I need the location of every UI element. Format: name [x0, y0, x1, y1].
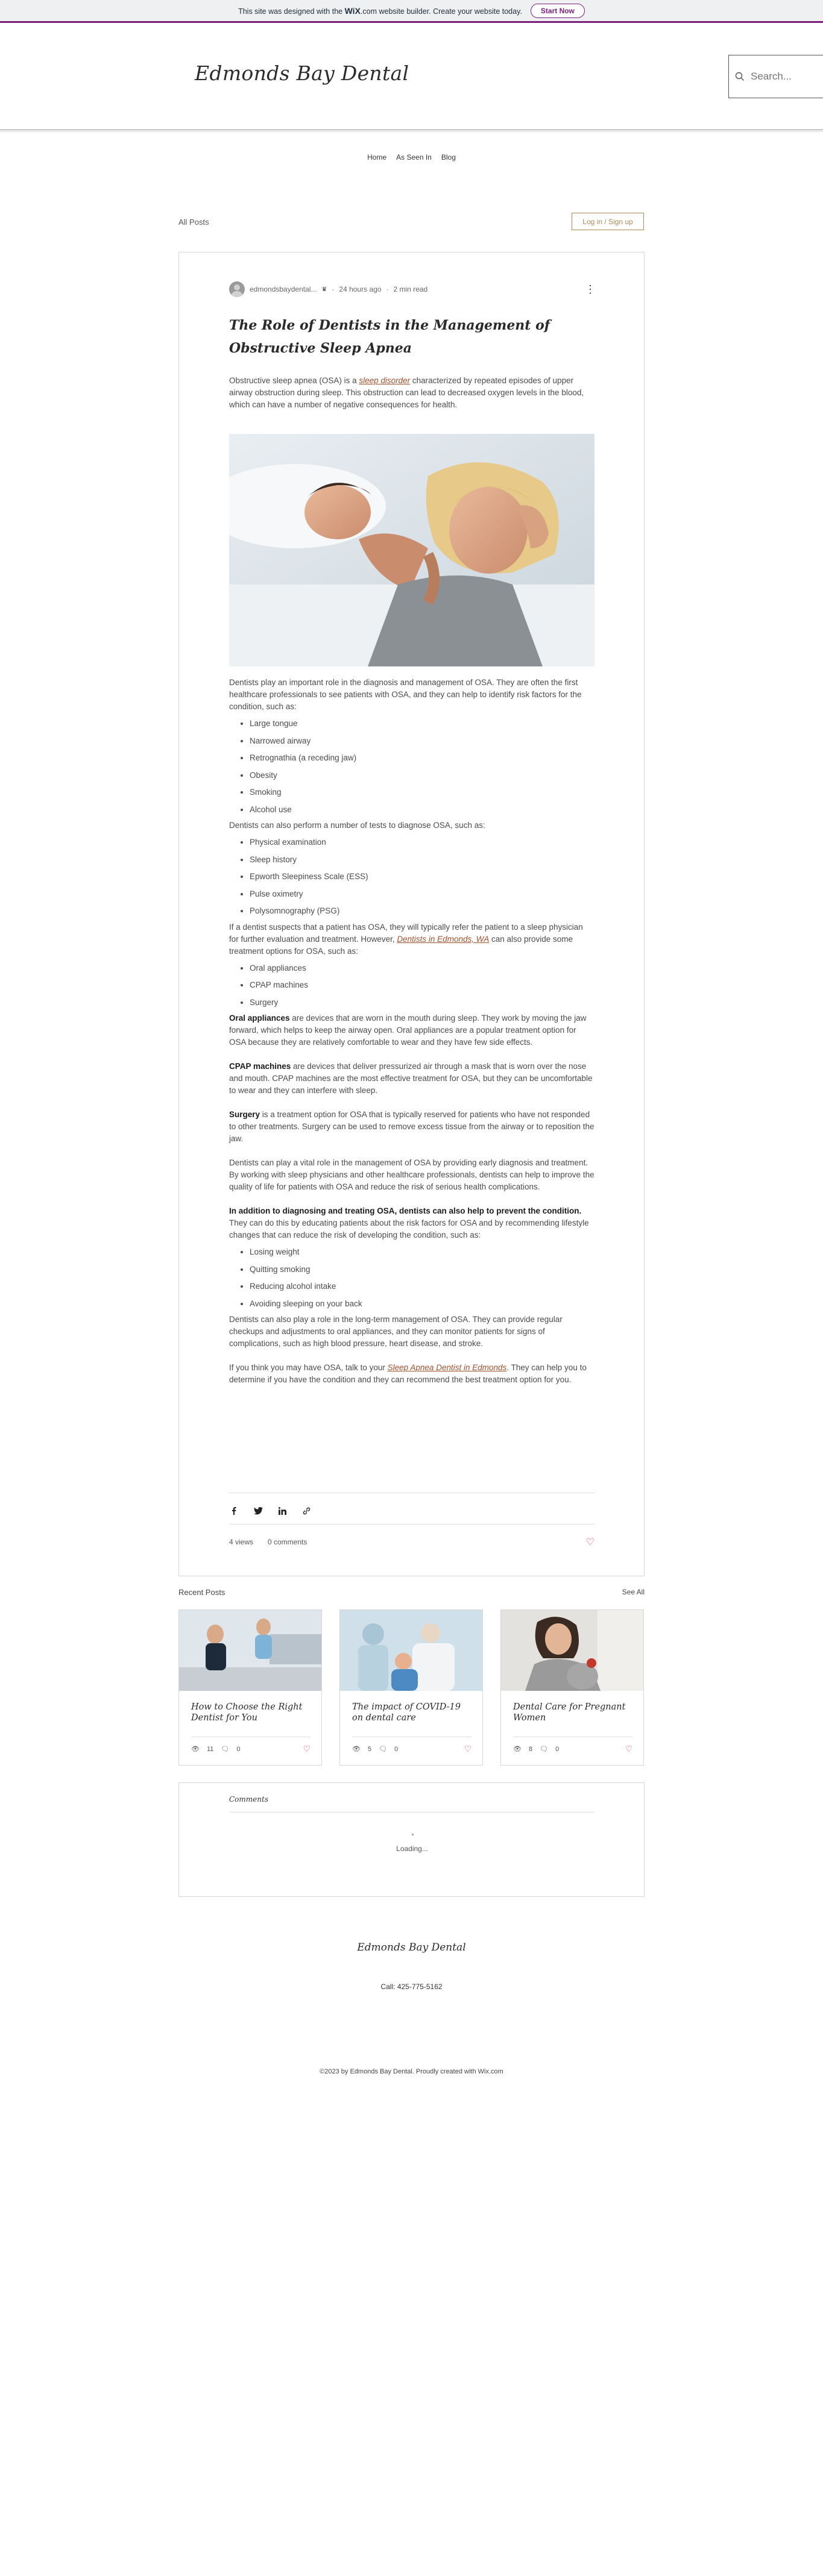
author-row	[229, 281, 594, 297]
paragraph-prevention	[229, 1205, 594, 1241]
nav-item-blog[interactable]: Blog	[441, 153, 456, 161]
recent-post-title[interactable]: How to Choose the Right Dentist for You	[191, 1702, 303, 1723]
read-time: 2 min read	[393, 285, 428, 293]
comment-icon: 🗨	[540, 1746, 549, 1753]
avatar[interactable]	[229, 281, 245, 297]
recent-post-comments: 0	[236, 1745, 241, 1753]
intro-text-b: characterized by repeated episodes of upper airway obstruction during sleep. This obstruction can lead to decreased oxygen levels in the blood, which can have a number of negative consequences for health.	[229, 376, 584, 409]
wix-banner-message	[238, 6, 522, 16]
recent-post-comments: 0	[555, 1745, 560, 1753]
like-heart-icon[interactable]: ♡	[625, 1744, 632, 1753]
sleep-disorder-link[interactable]: sleep disorder	[359, 376, 411, 385]
oral-appliances-bold: Oral appliances	[229, 1014, 290, 1023]
recent-post-stats	[191, 1744, 311, 1754]
cpap-text: are devices that deliver pressurized air through a mask that is worn over the nose and mouth. CPAP machines are the most effective treatment for OSA, but they can be uncomfortable to wear and they can interfere with sleep.	[229, 1062, 593, 1095]
recent-posts-header	[178, 1588, 645, 1597]
facebook-icon[interactable]	[229, 1506, 239, 1515]
copy-link-icon[interactable]	[301, 1506, 311, 1515]
search-input[interactable]	[751, 71, 817, 83]
referral-text-a: If a dentist suspects that a patient has OSA, they will typically refer the patient to a sleep physician for further evaluation and treatment. However,	[229, 922, 583, 944]
list-item: • Epworth Sleepiness Scale (ESS)	[250, 868, 594, 886]
cpap-bold: CPAP machines	[229, 1062, 291, 1071]
prevention-text: They can do this by educating patients about the risk factors for OSA and by recommending lifestyle changes that can reduce the risk of developing the condition, such as:	[229, 1218, 589, 1239]
prevention-bold: In addition to diagnosing and treating OSA, dentists can also help to prevent the condition.	[229, 1206, 582, 1215]
recent-post-views: 5	[367, 1745, 372, 1753]
list-item: • Polysomnography (PSG)	[250, 903, 594, 920]
paragraph-surgery	[229, 1109, 594, 1145]
recent-post-thumbnail	[501, 1610, 643, 1691]
lifestyle-list	[229, 1244, 594, 1312]
loading-spinner-icon	[412, 1834, 414, 1835]
post-stats	[229, 1536, 594, 1548]
post-time: 24 hours ago	[339, 285, 382, 293]
main-nav	[0, 153, 823, 161]
intro-text-a: Obstructive sleep apnea (OSA) is a	[229, 376, 359, 385]
like-heart-icon[interactable]: ♡	[464, 1744, 471, 1753]
stats-divider	[229, 1524, 594, 1525]
paragraph-closing	[229, 1362, 594, 1386]
eye-icon: 👁	[191, 1746, 200, 1753]
surgery-text: is a treatment option for OSA that is typically reserved for patients who have not responded to other treatments. Surgery can be used to remove excess tissue from the airway or to reposition the jaw.	[229, 1110, 594, 1143]
footer-copyright: ©2023 by Edmonds Bay Dental. Proudly created with Wix.com	[320, 2068, 503, 2075]
closing-text-a: If you think you may have OSA, talk to your	[229, 1363, 388, 1372]
all-posts-link[interactable]: All Posts	[178, 218, 209, 227]
like-heart-icon[interactable]: ♡	[303, 1744, 311, 1753]
eye-icon: 👁	[513, 1746, 522, 1753]
author-name[interactable]: edmondsbaydental...	[250, 285, 317, 293]
referral-text-b: can also provide some treatment options for OSA, such as:	[229, 934, 573, 956]
separator-dot: ·	[332, 285, 335, 293]
dentists-edmonds-link[interactable]: Dentists in Edmonds, WA	[397, 934, 490, 944]
recent-posts-heading: Recent Posts	[178, 1588, 225, 1597]
list-item: • Smoking	[250, 784, 594, 801]
list-item: • Avoiding sleeping on your back	[250, 1296, 594, 1313]
comments-loading: Loading...	[396, 1844, 428, 1853]
paragraph-oral-appliances	[229, 1012, 594, 1048]
list-item: • Physical examination	[250, 834, 594, 851]
blog-post	[178, 252, 645, 1576]
comments-title: Comments	[229, 1795, 268, 1804]
list-item: • Narrowed airway	[250, 733, 594, 750]
twitter-icon[interactable]	[253, 1506, 263, 1515]
login-signup-button[interactable]: Log in / Sign up	[572, 213, 644, 230]
recent-post-comments: 0	[394, 1745, 399, 1753]
paragraph-dentist-role: Dentists play an important role in the diagnosis and management of OSA. They are often the first healthcare professionals to see patients with OSA, and they can help to identify risk factors for the condition, such as:	[229, 678, 582, 711]
post-title: The Role of Dentists in the Management of Obstructive Sleep Apnea	[229, 318, 550, 356]
list-item: • CPAP machines	[250, 977, 594, 994]
risk-factor-list	[229, 715, 594, 818]
search-box[interactable]	[728, 55, 823, 98]
recent-post-stats	[352, 1744, 471, 1754]
header-divider	[0, 130, 823, 132]
nav-item-as-seen-in[interactable]: As Seen In	[396, 153, 432, 161]
list-item: • Losing weight	[250, 1244, 594, 1261]
comment-count[interactable]: 0 comments	[268, 1538, 307, 1546]
call-label: Call:	[380, 1982, 396, 1991]
recent-post-thumbnail	[340, 1610, 482, 1691]
paragraph-long-term: Dentists can also play a role in the long-term management of OSA. They can provide regular checkups and adjustments to oral appliances, and they can monitor patients for signs of complications, such as high blood pressure, heart disease, and stroke.	[229, 1315, 563, 1348]
tests-list	[229, 834, 594, 920]
list-item: • Retrognathia (a receding jaw)	[250, 750, 594, 767]
recent-post-thumbnail	[179, 1610, 321, 1691]
comment-icon: 🗨	[221, 1746, 230, 1753]
share-bar	[229, 1506, 311, 1515]
list-item: • Quitting smoking	[250, 1261, 594, 1279]
search-icon	[735, 72, 745, 81]
paragraph-referral	[229, 921, 594, 957]
recent-post-views: 11	[206, 1745, 214, 1753]
eye-icon: 👁	[352, 1746, 361, 1753]
closing-text-b: . They can help you to determine if you have the condition and they can recommend the best treatment option for you.	[229, 1363, 587, 1384]
hero-image	[229, 434, 594, 666]
paragraph-cpap	[229, 1061, 594, 1097]
like-heart-icon[interactable]: ♡	[585, 1537, 594, 1547]
list-item: • Pulse oximetry	[250, 886, 594, 903]
snoring-couple-illustration	[229, 434, 594, 666]
recent-post-title[interactable]: Dental Care for Pregnant Women	[513, 1702, 626, 1723]
wix-banner-text-post: .com website builder. Create your website today.	[360, 7, 522, 16]
intro-paragraph	[229, 375, 594, 411]
list-item: • Reducing alcohol intake	[250, 1278, 594, 1296]
phone-link[interactable]: 425-775-5162	[397, 1982, 443, 1991]
recent-post-title[interactable]: The impact of COVID-19 on dental care	[352, 1702, 461, 1723]
recent-post-views: 8	[528, 1745, 533, 1753]
list-item: • Large tongue	[250, 715, 594, 733]
list-item: • Surgery	[250, 994, 594, 1012]
linkedin-icon[interactable]	[277, 1506, 287, 1515]
treatments-list	[229, 960, 594, 1012]
more-options-icon[interactable]: ⋮	[585, 283, 594, 295]
start-now-button[interactable]: Start Now	[531, 4, 585, 18]
paragraph-tests: Dentists can also perform a number of tests to diagnose OSA, such as:	[229, 821, 485, 830]
comments-section	[178, 1782, 645, 1897]
paragraph-vital-role: Dentists can play a vital role in the management of OSA by providing early diagnosis and treatment. By working with sleep physicians and other healthcare professionals, dentists can help to improve the quality of life for patients with OSA and reduce the risk of serious health complications.	[229, 1158, 594, 1191]
list-item: • Oral appliances	[250, 960, 594, 977]
recent-post-card[interactable]	[339, 1609, 483, 1766]
site-title[interactable]: Edmonds Bay Dental	[195, 61, 409, 85]
comments-divider	[229, 1812, 594, 1813]
footer-site-title: Edmonds Bay Dental	[357, 1941, 466, 1954]
nav-item-home[interactable]: Home	[367, 153, 387, 161]
list-item: • Alcohol use	[250, 801, 594, 819]
post-body	[229, 677, 594, 1386]
admin-crown-icon: ♛	[321, 286, 327, 293]
wix-logo: WiX	[344, 5, 361, 16]
list-item: • Sleep history	[250, 851, 594, 869]
list-item: • Obesity	[250, 767, 594, 785]
wix-banner-text-pre: This site was designed with the	[238, 7, 343, 16]
wix-banner	[0, 0, 823, 23]
recent-post-card[interactable]	[500, 1609, 644, 1766]
oral-appliances-text: are devices that are worn in the mouth during sleep. They work by moving the jaw forward, which helps to keep the airway open. Oral appliances are a popular treatment option for OSA because they are relatively comfortable to wear and they have few side effects.	[229, 1014, 587, 1047]
recent-post-stats	[513, 1744, 632, 1754]
sleep-apnea-dentist-link[interactable]: Sleep Apnea Dentist in Edmonds	[387, 1363, 507, 1372]
surgery-bold: Surgery	[229, 1110, 260, 1119]
recent-post-card[interactable]	[178, 1609, 322, 1766]
separator-dot: ·	[386, 285, 389, 293]
view-count: 4 views	[229, 1538, 254, 1546]
footer-phone	[0, 1982, 823, 1991]
post-intro	[229, 375, 594, 411]
comment-icon: 🗨	[379, 1746, 388, 1753]
see-all-link[interactable]: See All	[622, 1588, 645, 1596]
